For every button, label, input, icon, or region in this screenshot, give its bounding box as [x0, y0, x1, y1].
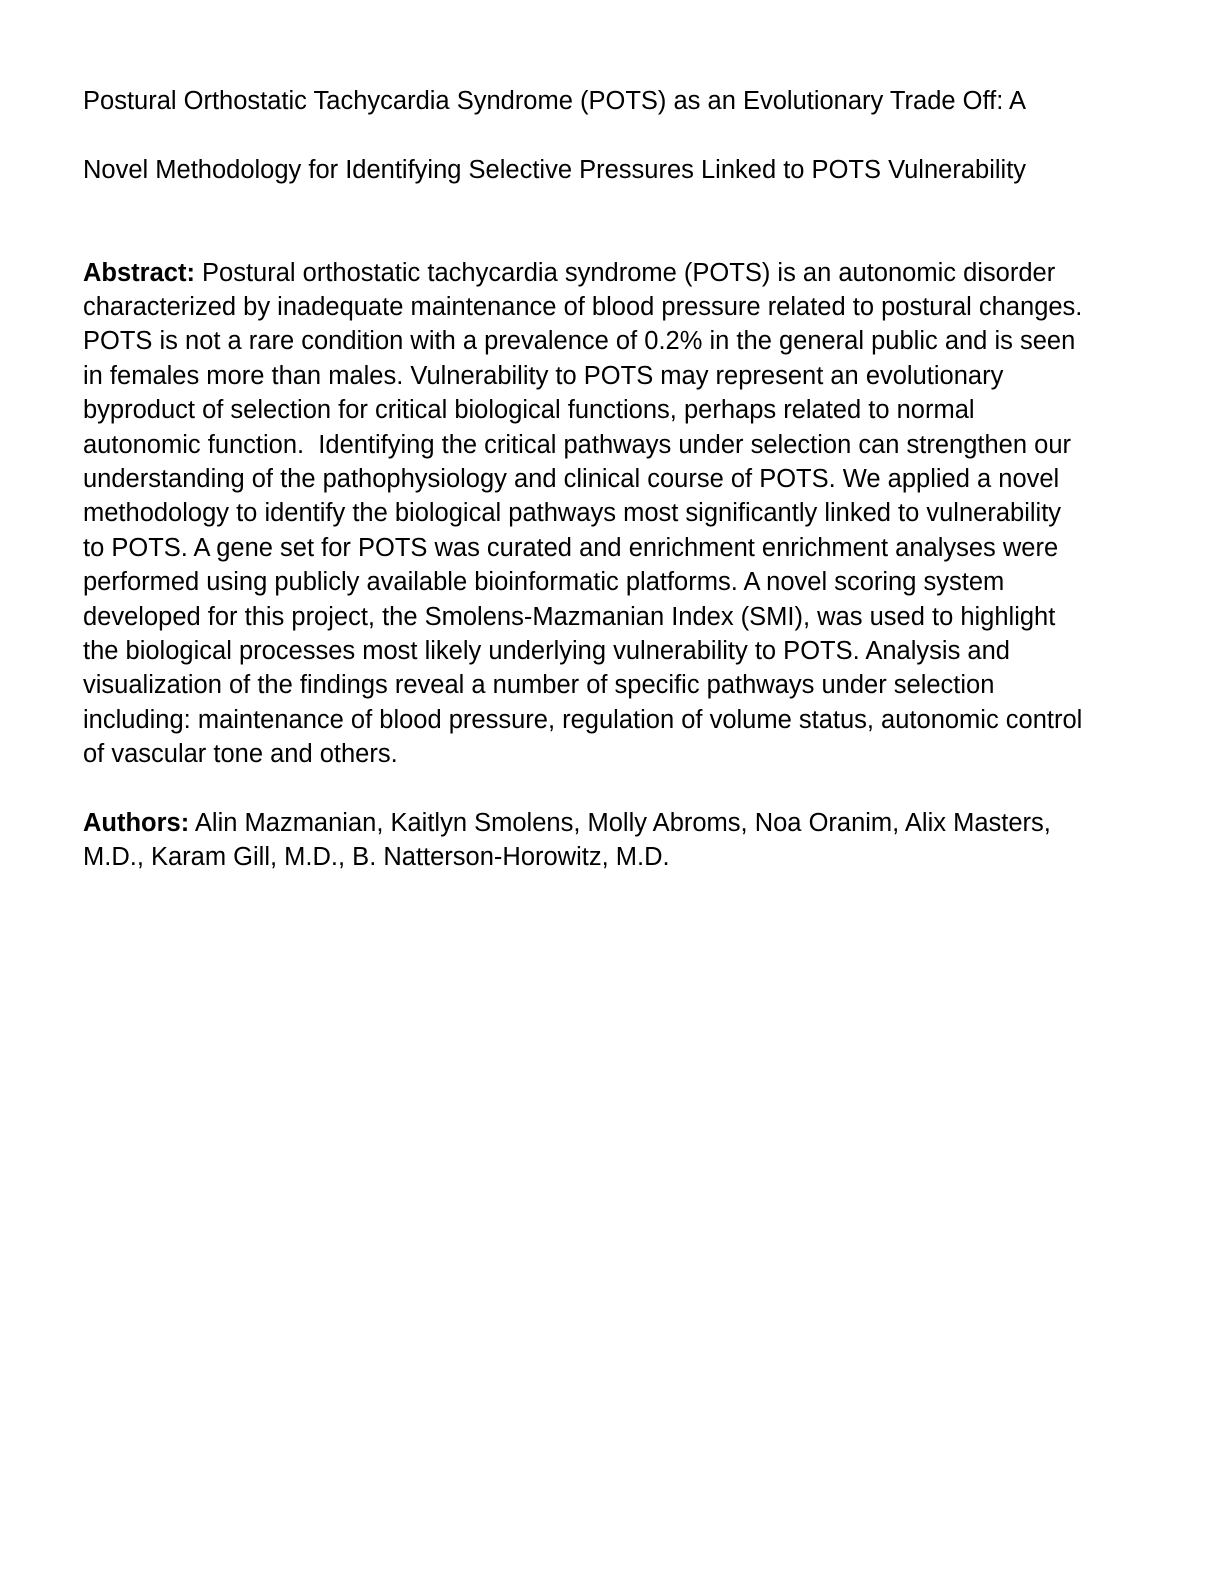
authors-label: Authors:: [83, 808, 190, 837]
abstract-line-11: developed for this project, the Smolens-Mazmanian Index (SMI), was used to highlight: [83, 602, 1056, 631]
abstract-line-14: including: maintenance of blood pressure, regulation of volume status, autonomic control: [83, 705, 1083, 734]
abstract-line-15: of vascular tone and others.: [83, 740, 398, 769]
title-line-1: Postural Orthostatic Tachycardia Syndrome (POTS) as an Evolutionary Trade Off: A: [83, 86, 1026, 115]
abstract-label: Abstract:: [83, 258, 195, 287]
abstract-line-6: autonomic function. Identifying the critical pathways under selection can strengthen our: [83, 430, 1071, 459]
abstract-line-7: understanding of the pathophysiology and clinical course of POTS. We applied a novel: [83, 464, 1060, 493]
authors-line-2: M.D., Karam Gill, M.D., B. Natterson-Horowitz, M.D.: [83, 843, 670, 871]
document-title: [83, 49, 1173, 222]
authors-text-1: Alin Mazmanian, Kaitlyn Smolens, Molly Abroms, Noa Oranim, Alix Masters,: [189, 808, 1051, 837]
title-line-2: Novel Methodology for Identifying Selective Pressures Linked to POTS Vulnerability: [83, 155, 1027, 184]
abstract-line-9: to POTS. A gene set for POTS was curated and enrichment enrichment analyses were: [83, 533, 1059, 562]
abstract-text-1: Postural orthostatic tachycardia syndrome (POTS) is an autonomic disorder: [194, 258, 1056, 287]
abstract-line-4: in females more than males. Vulnerability to POTS may represent an evolutionary: [83, 361, 1004, 390]
abstract-line-12: the biological processes most likely underlying vulnerability to POTS. Analysis and: [83, 636, 1010, 665]
abstract-line-5: byproduct of selection for critical biological functions, perhaps related to normal: [83, 396, 975, 425]
abstract-section: [83, 256, 1173, 772]
abstract-line-3: POTS is not a rare condition with a prevalence of 0.2% in the general public and is seen: [83, 327, 1076, 356]
authors-line-1: [83, 806, 1173, 840]
abstract-line-10: performed using publicly available bioinformatic platforms. A novel scoring system: [83, 568, 1005, 597]
abstract-line-13: visualization of the findings reveal a number of specific pathways under selection: [83, 671, 995, 700]
abstract-line-2: characterized by inadequate maintenance of blood pressure related to postural changes.: [83, 292, 1083, 321]
abstract-line-1: [83, 256, 1173, 290]
abstract-line-8: methodology to identify the biological pathways most significantly linked to vulnerability: [83, 499, 1062, 528]
authors-section: [83, 806, 1173, 875]
document-page: [83, 49, 1173, 874]
